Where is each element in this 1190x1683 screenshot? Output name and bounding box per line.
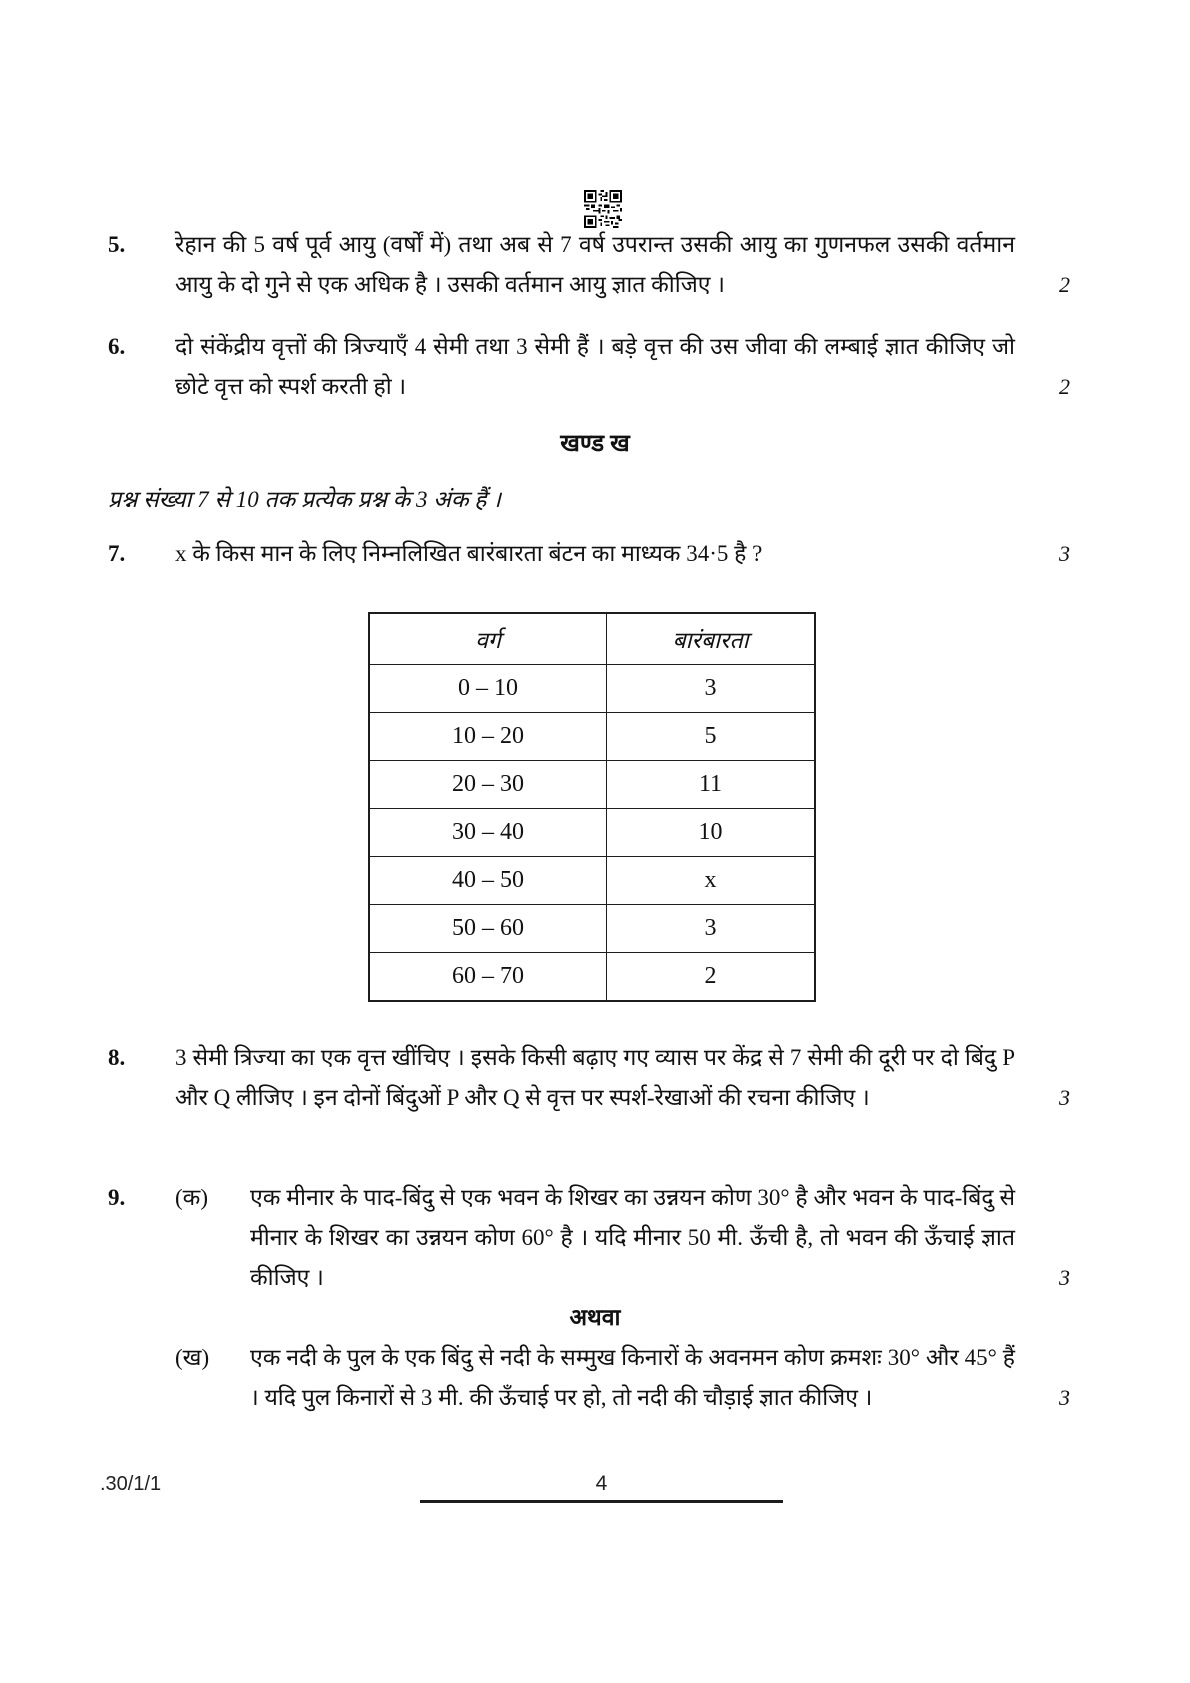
- section-instruction: प्रश्न संख्या 7 से 10 तक प्रत्येक प्रश्न के 3 अंक हैं ।: [108, 487, 501, 512]
- frequency-cell: 3: [607, 905, 816, 953]
- question-8: [108, 1038, 1070, 1118]
- table-header-frequency: बारंबारता: [607, 613, 816, 665]
- footer-center: [420, 1470, 783, 1503]
- table-header-class: वर्ग: [369, 613, 607, 665]
- table-row: [369, 809, 815, 857]
- table-row: [369, 953, 815, 1002]
- question-text: 3 सेमी त्रिज्या का एक वृत्त खींचिए । इसके किसी बढ़ाए गए व्यास पर केंद्र से 7 सेमी की दूरी पर दो बिंदु P और Q लीजिए । इन दोनों बिंदुओं P और Q से वृत्त पर स्पर्श-रेखाओं की रचना कीजिए ।: [175, 1045, 1015, 1110]
- or-divider: अथवा: [569, 1305, 621, 1330]
- part-text: एक मीनार के पाद-बिंदु से एक भवन के शिखर का उन्नयन कोण 30° है और भवन के पाद-बिंदु से मीनार के शिखर का उन्नयन कोण 60° है । यदि मीनार 50 मी. ऊँची है, तो भवन की ऊँचाई ज्ञात कीजिए ।: [250, 1185, 1015, 1290]
- qr-code-icon: [584, 190, 622, 228]
- class-interval-cell: 60 – 70: [369, 953, 607, 1002]
- question-7: [108, 534, 1070, 574]
- frequency-cell: 3: [607, 665, 816, 713]
- question-number: 7.: [108, 541, 126, 566]
- question-9: [108, 1178, 1070, 1418]
- question-text: रेहान की 5 वर्ष पूर्व आयु (वर्षों में) तथा अब से 7 वर्ष उपरान्त उसकी आयु का गुणनफल उसकी वर्तमान आयु के दो गुने से एक अधिक है । उसकी वर्तमान आयु ज्ञात कीजिए ।: [175, 232, 1015, 297]
- class-interval-cell: 10 – 20: [369, 713, 607, 761]
- section-title: खण्ड ख: [560, 431, 630, 457]
- question-5: [108, 225, 1070, 305]
- table-header-row: [369, 613, 815, 665]
- class-interval-cell: 50 – 60: [369, 905, 607, 953]
- question-marks: 3: [1059, 1085, 1070, 1110]
- part-marks: 3: [1059, 1385, 1070, 1410]
- part-text: एक नदी के पुल के एक बिंदु से नदी के सम्मुख किनारों के अवनमन कोण क्रमशः 30° और 45° हैं । यदि पुल किनारों से 3 मी. की ऊँचाई पर हो, तो नदी की चौड़ाई ज्ञात कीजिए ।: [250, 1345, 1015, 1410]
- part-label: (ख): [175, 1345, 210, 1370]
- question-marks: 3: [1059, 541, 1070, 566]
- footer-rule: [420, 1500, 783, 1503]
- question-number: 9.: [108, 1185, 126, 1210]
- class-interval-cell: 20 – 30: [369, 761, 607, 809]
- table-row: [369, 761, 815, 809]
- question-text: x के किस मान के लिए निम्नलिखित बारंबारता बंटन का माध्यक 34·5 है ?: [175, 541, 763, 566]
- part-label: (क): [175, 1185, 208, 1210]
- frequency-cell: x: [607, 857, 816, 905]
- question-body: [175, 1178, 1070, 1418]
- class-interval-cell: 40 – 50: [369, 857, 607, 905]
- table-row: [369, 665, 815, 713]
- question-part-b: [175, 1338, 1070, 1418]
- frequency-cell: 11: [607, 761, 816, 809]
- part-marks: 3: [1059, 1265, 1070, 1290]
- question-text: दो संकेंद्रीय वृत्तों की त्रिज्याएँ 4 सेमी तथा 3 सेमी हैं । बड़े वृत्त की उस जीवा की लम्बाई ज्ञात कीजिए जो छोटे वृत्त को स्पर्श करती हो ।: [175, 334, 1015, 399]
- frequency-cell: 5: [607, 713, 816, 761]
- footer-page-number: 4: [595, 1472, 608, 1495]
- question-number: 6.: [108, 334, 126, 359]
- table-row: [369, 713, 815, 761]
- table-row: [369, 905, 815, 953]
- question-part-a: [175, 1178, 1070, 1298]
- frequency-cell: 2: [607, 953, 816, 1002]
- class-interval-cell: 30 – 40: [369, 809, 607, 857]
- question-6: [108, 327, 1070, 407]
- question-marks: 2: [1059, 272, 1070, 297]
- frequency-table: [368, 612, 816, 1002]
- frequency-cell: 10: [607, 809, 816, 857]
- table-row: [369, 857, 815, 905]
- footer-paper-code: .30/1/1: [100, 1473, 162, 1495]
- question-number: 8.: [108, 1045, 126, 1070]
- class-interval-cell: 0 – 10: [369, 665, 607, 713]
- question-number: 5.: [108, 232, 126, 257]
- question-marks: 2: [1059, 374, 1070, 399]
